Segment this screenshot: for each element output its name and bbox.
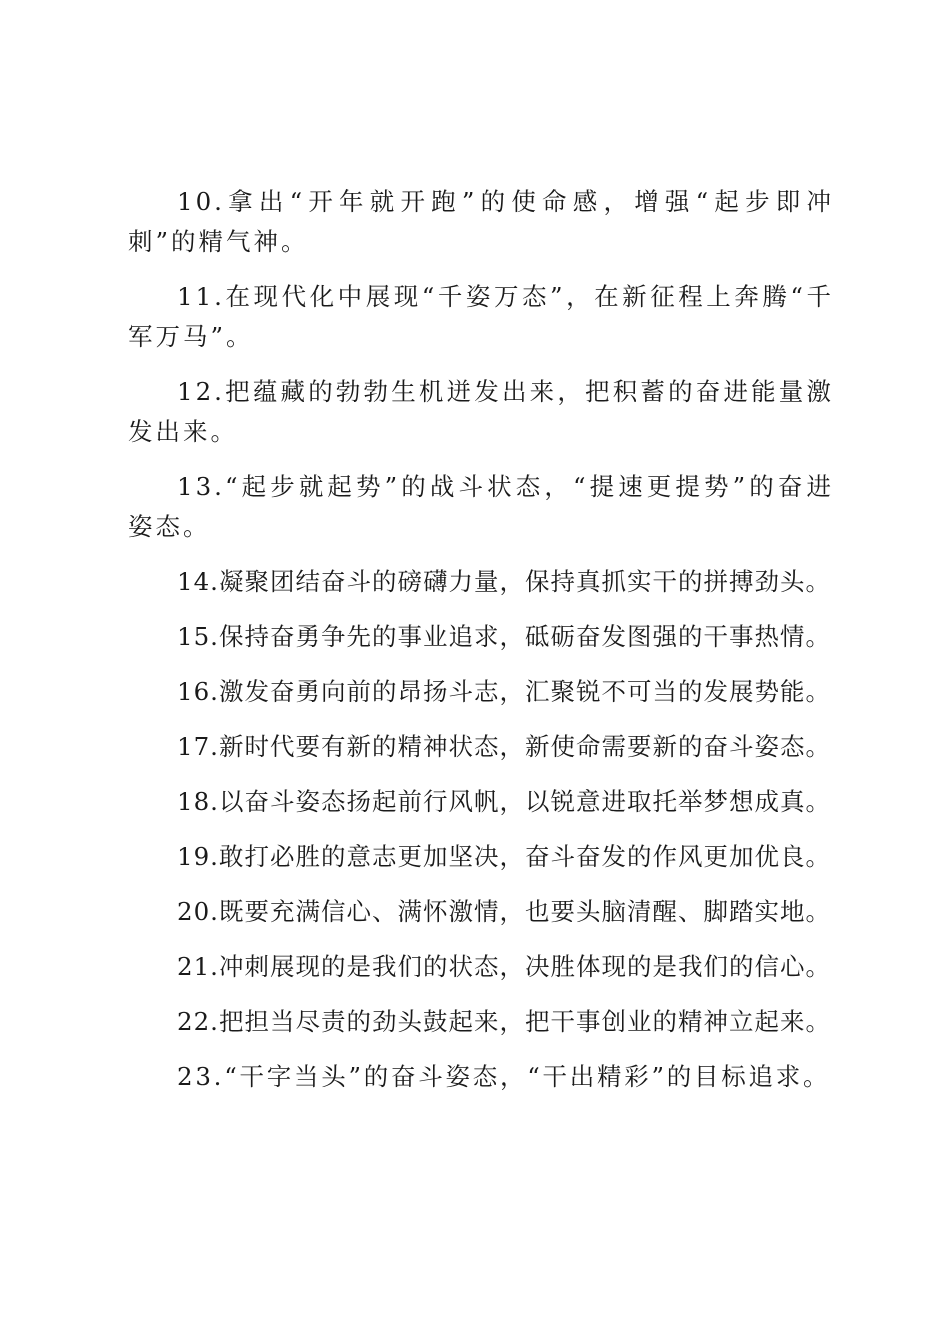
paragraph-21: 21.冲刺展现的是我们的状态，决胜体现的是我们的信心。 xyxy=(177,952,831,981)
paragraph-23: 23.“干字当头”的奋斗姿态，“干出精彩”的目标追求。 xyxy=(177,1062,831,1091)
paragraph-20: 20.既要充满信心、满怀激情，也要头脑清醒、脚踏实地。 xyxy=(177,897,831,926)
paragraph-14: 14.凝聚团结奋斗的磅礴力量，保持真抓实干的拼搏劲头。 xyxy=(177,567,831,596)
paragraph-11: 11.在现代化中展现“千姿万态”，在新征程上奔腾“千军万马”。 xyxy=(128,282,834,351)
paragraph-17: 17.新时代要有新的精神状态，新使命需要新的奋斗姿态。 xyxy=(177,732,831,761)
paragraph-12: 12.把蕴藏的勃勃生机迸发出来，把积蓄的奋进能量激发出来。 xyxy=(128,377,834,446)
paragraph-13: 13.“起步就起势”的战斗状态，“提速更提势”的奋进姿态。 xyxy=(128,472,834,541)
paragraph-16: 16.激发奋勇向前的昂扬斗志，汇聚锐不可当的发展势能。 xyxy=(177,677,831,706)
paragraph-15: 15.保持奋勇争先的事业追求，砥砺奋发图强的干事热情。 xyxy=(177,622,831,651)
paragraph-19: 19.敢打必胜的意志更加坚决，奋斗奋发的作风更加优良。 xyxy=(177,842,831,871)
paragraph-18: 18.以奋斗姿态扬起前行风帆，以锐意进取托举梦想成真。 xyxy=(177,787,831,816)
paragraph-22: 22.把担当尽责的劲头鼓起来，把干事创业的精神立起来。 xyxy=(177,1007,831,1036)
paragraph-10: 10.拿出“开年就开跑”的使命感，增强“起步即冲刺”的精气神。 xyxy=(128,187,834,256)
document-body xyxy=(128,182,834,1112)
